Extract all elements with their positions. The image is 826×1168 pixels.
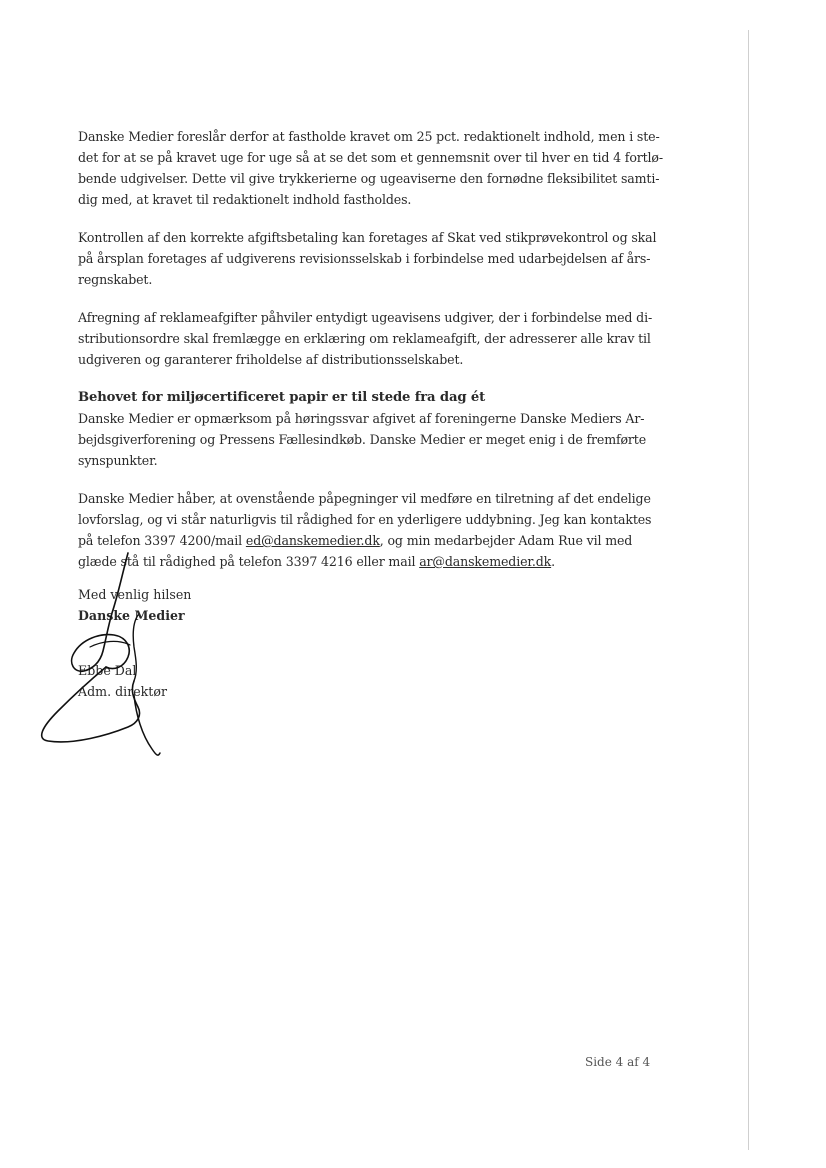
text-line: på årsplan foretages af udgiverens revisionsselskab i forbindelse med udarbejdelsen af års- [78,251,651,266]
text-line: regnskabet. [78,272,153,287]
scan-edge-line [748,30,749,1150]
text-line: udgiveren og garanterer friholdelse af distributionsselskabet. [78,352,464,367]
letter-body [78,126,663,589]
text-fragment: , og min medarbejder Adam Rue vil med [379,533,633,548]
text-fragment: glæde stå til rådighed på telefon 3397 4216 eller mail [78,554,420,569]
email-link-ed[interactable]: ed@danskemedier.dk [245,533,380,548]
text-line: det for at se på kravet uge for uge så at se det som et gennemsnit over til hver en tid 4 fortlø- [78,150,663,165]
section-miljoecertificeret-papir [78,387,663,471]
page-number: Side 4 af 4 [585,1055,651,1069]
paragraph-afregning [78,307,663,370]
text-line: dig med, at kravet til redaktionelt indhold fastholdes. [78,192,412,207]
organization-name: Danske Medier [78,608,185,623]
text-line: bejdsgiverforening og Pressens Fællesindkøb. Danske Medier er meget enig i de fremførte [78,432,647,447]
signatory-title: Adm. direktør [78,684,167,699]
handwritten-signature [30,535,210,760]
text-line: stributionsordre skal fremlægge en erklæring om reklameafgift, der adresserer alle krav til [78,331,651,346]
text-line: synspunkter. [78,453,158,468]
text-line: Kontrollen af den korrekte afgiftsbetaling kan foretages af Skat ved stikprøvekontrol og skal [78,230,657,245]
section-heading: Behovet for miljøcertificeret papir er til stede fra dag ét [78,390,486,405]
text-fragment: på telefon 3397 4200/mail [78,533,246,548]
text-line: Danske Medier håber, at ovenstående påpegninger vil medføre en tilretning af det endelige [78,491,651,506]
text-line: lovforslag, og vi står naturligvis til rådighed for en yderligere uddybning. Jeg kan kontaktes [78,512,652,527]
text-fragment: . [551,554,555,569]
text-line: bende udgivelser. Dette vil give trykkerierne og ugeaviserne den fornødne fleksibilitet samti- [78,171,660,186]
text-line: Danske Medier foreslår derfor at fastholde kravet om 25 pct. redaktionelt indhold, men i ste- [78,129,660,144]
text-line: Danske Medier er opmærksom på høringssvar afgivet af foreningerne Danske Mediers Ar- [78,411,645,426]
signatory-name: Ebbe Dal [78,663,137,678]
email-link-ar[interactable]: ar@danskemedier.dk [419,554,552,569]
greeting: Med venlig hilsen [78,587,192,602]
paragraph-fleksibilitet [78,126,663,210]
text-line: Afregning af reklameafgifter påhviler entydigt ugeavisens udgiver, der i forbindelse med di- [78,310,653,325]
paragraph-kontrol [78,227,663,290]
